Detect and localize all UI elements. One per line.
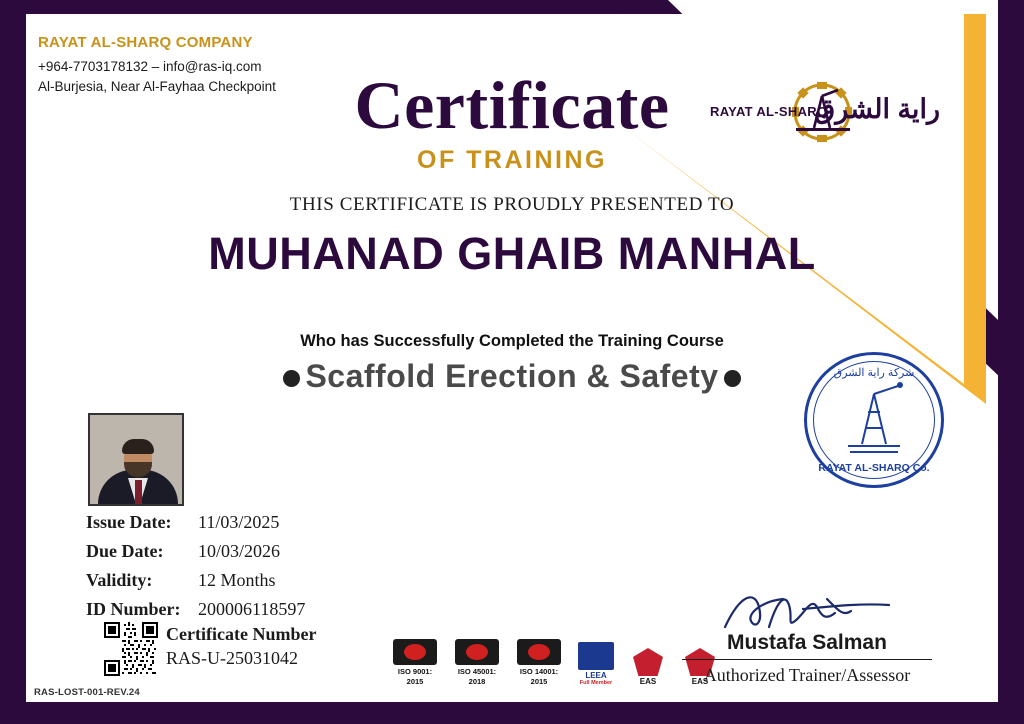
iso-45001-year: 2018: [468, 676, 486, 686]
leea-name: LEEA: [585, 671, 607, 680]
course-intro-line: Who has Successfully Completed the Training Course: [300, 332, 724, 350]
stamp-english-text: RAYAT AL-SHARQ Co.: [818, 462, 930, 474]
iso-badge-icon: [393, 639, 437, 665]
id-number-label: ID Number:: [86, 599, 181, 619]
issue-date-label: Issue Date:: [86, 512, 172, 532]
issue-date-value: 11/03/2025: [198, 512, 280, 532]
company-contact: +964-7703178132 – info@ras-iq.com: [38, 58, 262, 74]
signature-mark: [682, 587, 932, 633]
leea-badge-icon: [578, 642, 614, 670]
document-code: RAS-LOST-001-REV.24: [34, 687, 140, 698]
brand-logo-text-en: RAYAT AL-SHARQ: [710, 104, 828, 119]
iso-9001-logo: [390, 639, 440, 686]
detail-row-id-number: [86, 599, 305, 620]
eas-name-2: EAS: [691, 677, 709, 686]
iso-badge-icon: [455, 639, 499, 665]
border-bottom: [0, 702, 1024, 724]
iso-45001-logo: [452, 639, 502, 686]
certificate-details: [86, 512, 305, 628]
iso-14001-logo: [514, 639, 564, 686]
qr-code-icon: [104, 622, 158, 676]
page-title: Certificate: [354, 67, 670, 143]
leea-member: Full Member: [579, 680, 613, 686]
due-date-label: Due Date:: [86, 541, 164, 561]
company-stamp: [804, 352, 944, 488]
validity-value: 12 Months: [198, 570, 276, 590]
due-date-value: 10/03/2026: [198, 541, 281, 561]
bullet-right-icon: [724, 370, 741, 387]
handwritten-signature-icon: [707, 587, 907, 633]
leea-logo: [576, 642, 616, 686]
id-number-value: 200006118597: [198, 599, 306, 619]
qr-code[interactable]: [104, 622, 158, 676]
signer-role: Authorized Trainer/Assessor: [682, 659, 932, 686]
validity-label: Validity:: [86, 570, 153, 590]
company-name: RAYAT AL-SHARQ COMPANY: [38, 34, 253, 51]
certificate-number-value: RAS-U-25031042: [166, 648, 299, 668]
eas-logo-1: [628, 648, 668, 686]
course-title: [283, 358, 740, 395]
recipient-name: MUHANAD GHAIB MANHAL: [208, 228, 816, 279]
brand-logo-text-ar: راية الشرق: [814, 94, 940, 124]
iso-9001-year: 2015: [406, 676, 424, 686]
certificate-number-label: Certificate Number: [166, 624, 317, 644]
iso-45001-name: ISO 45001:: [457, 667, 497, 677]
eas-badge-icon: [633, 648, 663, 676]
presented-line: THIS CERTIFICATE IS PROUDLY PRESENTED TO: [289, 194, 735, 215]
stamp-arabic-text: شركة راية الشرق: [833, 367, 915, 379]
detail-row-validity: [86, 570, 305, 591]
signature-block: [682, 587, 932, 686]
iso-9001-name: ISO 9001:: [397, 667, 433, 677]
detail-row-due-date: [86, 541, 305, 562]
iso-badge-icon: [517, 639, 561, 665]
company-address: Al-Burjesia, Near Al-Fayhaa Checkpoint: [38, 78, 276, 94]
accreditation-logos: [390, 639, 720, 686]
signer-name: Mustafa Salman: [727, 631, 887, 654]
detail-row-issue-date: [86, 512, 305, 533]
iso-14001-name: ISO 14001:: [519, 667, 559, 677]
page-subtitle: OF TRAINING: [417, 146, 607, 174]
certificate-number-block: [166, 624, 316, 669]
bullet-left-icon: [283, 370, 300, 387]
iso-14001-year: 2015: [530, 676, 548, 686]
course-title-text: Scaffold Erection & Safety: [305, 358, 719, 394]
recipient-photo: [88, 413, 184, 506]
eas-name-1: EAS: [639, 677, 657, 686]
